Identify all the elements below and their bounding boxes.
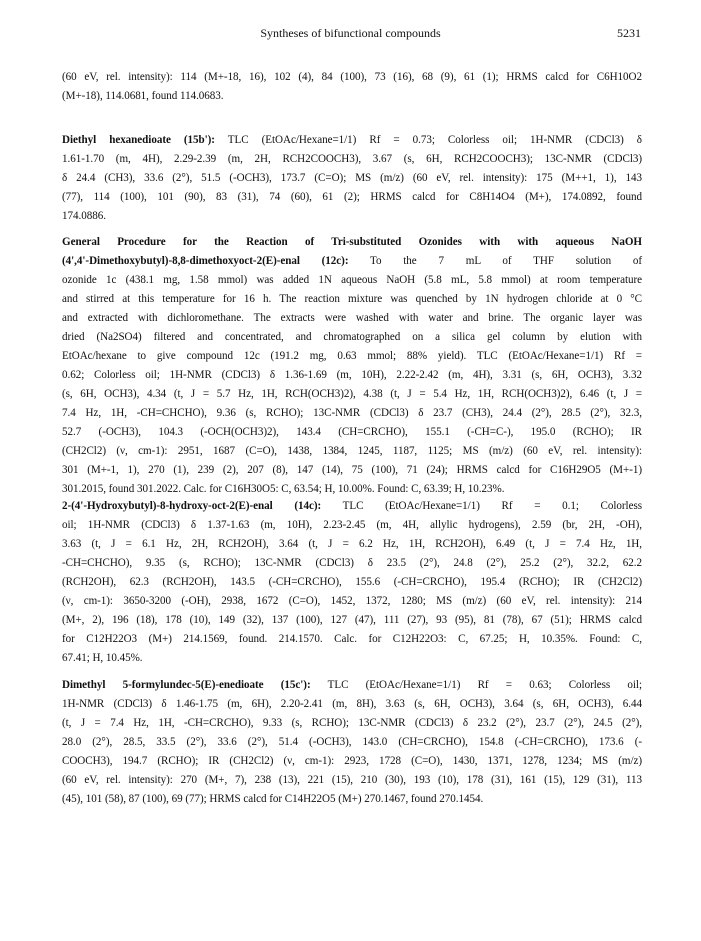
compound-title: Dimethyl 5-formylundec-5(E)-enedioate (15c'): bbox=[62, 679, 311, 691]
text-line: (77), 114 (100), 101 (90), 83 (31), 74 (60), 61 (2); HRMS calcd for C8H14O4 (M+), 174.0892, found bbox=[62, 191, 642, 203]
text-line: (ν, cm-1): 3650-3200 (-OH), 2938, 1672 (C=O), 1452, 1372, 1280; MS (m/z) (60 eV, rel. intensity): 214 bbox=[62, 595, 642, 607]
text-line: for C12H22O3 (M+) 214.1569, found. 214.1570. Calc. for C12H22O3: C, 67.25; H, 10.35%. Found: C, bbox=[62, 633, 642, 645]
text-line: 301 (M+-1, 1), 270 (1), 239 (2), 207 (8), 147 (14), 75 (100), 71 (24); HRMS calcd for C16H29O5 (M+-1) bbox=[62, 464, 642, 476]
text-line: (RCH2OH), 62.3 (RCH2OH), 143.5 (-CH=CRCHO), 155.6 (-CH=CRCHO), 195.4 (RCHO); IR (CH2Cl2) bbox=[62, 576, 642, 588]
text-line: ozonide 1c (438.1 mg, 1.58 mmol) was added 1N aqueous NaOH (5.8 mL, 5.8 mmol) at room temperature bbox=[62, 274, 642, 286]
text-line: 1.61-1.70 (m, 4H), 2.29-2.39 (m, 2H, RCH2COOCH3), 3.67 (s, 6H, RCH2COOCH3); 13C-NMR (CDCl3) bbox=[62, 153, 642, 165]
text-line: 2-(4'-Hydroxybutyl)-8-hydroxy-oct-2(E)-enal (14c): TLC (EtOAc/Hexane=1/1) Rf = 0.1; Colorless bbox=[62, 500, 642, 512]
text-line: (45), 101 (58), 87 (100), 69 (77); HRMS calcd for C14H22O5 (M+) 270.1467, found 270.1454. bbox=[62, 793, 484, 805]
text-line: -CH=CHCHO), 9.35 (s, RCHO); 13C-NMR (CDCl3) δ 23.5 (2°), 24.8 (2°), 25.2 (2°), 32.2, 62.2 bbox=[62, 557, 642, 569]
text-line: 301.2015, found 301.2022. Calc. for C16H30O5: C, 63.54; H, 10.00%. Found: C, 63.39; H, 10.23%. bbox=[62, 483, 505, 495]
text-line: 7.4 Hz, 1H, -CH=CHCHO), 9.36 (s, RCHO); 13C-NMR (CDCl3) δ 23.7 (CH3), 24.4 (2°), 28.5 (2°), 32.3, bbox=[62, 407, 642, 419]
text-line: dried (Na2SO4) filtered and concentrated, and chromatographed on a silica gel column by elution with bbox=[62, 331, 642, 343]
compound-title: Diethyl hexanedioate (15b'): bbox=[62, 134, 215, 146]
compound-title: 2-(4'-Hydroxybutyl)-8-hydroxy-oct-2(E)-enal (14c): bbox=[62, 500, 322, 512]
text-line: (t, J = 7.4 Hz, 1H, -CH=CRCHO), 9.33 (s, RCHO); 13C-NMR (CDCl3) δ 23.2 (2°), 23.7 (2°), 24.5 (2°), bbox=[62, 717, 642, 729]
text-line: (M+-18), 114.0681, found 114.0683. bbox=[62, 90, 224, 102]
text-line: 174.0886. bbox=[62, 210, 106, 222]
paragraph-compound-15c bbox=[62, 676, 642, 809]
text-line: General Procedure for the Reaction of Tri-substituted Ozonides with with aqueous NaOH bbox=[62, 236, 642, 248]
text-line: (4',4'-Dimethoxybutyl)-8,8-dimethoxyoct-2(E)-enal (12c): To the 7 mL of THF solution of bbox=[62, 255, 642, 267]
text-line: oil; 1H-NMR (CDCl3) δ 1.37-1.63 (m, 10H), 2.23-2.45 (m, 4H, allylic hydrogens), 2.59 (br, 2H, -OH), bbox=[62, 519, 642, 531]
paragraph-ms-continuation bbox=[62, 68, 642, 106]
text-line: 28.0 (2°), 28.5, 33.5 (2°), 33.6 (2°), 51.4 (-OCH3), 143.0 (CH=CRCHO), 154.8 (-CH=CRCHO), 173.6 (- bbox=[62, 736, 642, 748]
text-line: 67.41; H, 10.45%. bbox=[62, 652, 143, 664]
text-line: and extracted with dichloromethane. The extracts were washed with water and brine. The organic layer was bbox=[62, 312, 642, 324]
text-line: 3.63 (t, J = 6.1 Hz, 2H, RCH2OH), 3.64 (t, J = 6.2 Hz, 1H, RCH2OH), 6.49 (t, J = 7.4 Hz, 1H, bbox=[62, 538, 642, 550]
text-line: COOCH3), 194.7 (RCHO); IR (CH2Cl2) (ν, cm-1): 2923, 1728 (C=O), 1430, 1371, 1278, 1234; MS (m/z) bbox=[62, 755, 642, 767]
text-line: Dimethyl 5-formylundec-5(E)-enedioate (15c'): TLC (EtOAc/Hexane=1/1) Rf = 0.63; Colorless oil; bbox=[62, 679, 642, 691]
text-line: (CH2Cl2) (ν, cm-1): 2951, 1687 (C=O), 1438, 1384, 1245, 1187, 1125; MS (m/z) (60 eV, rel. intensity): bbox=[62, 445, 642, 457]
text-line: (60 eV, rel. intensity): 114 (M+-18, 16), 102 (4), 84 (100), 73 (16), 68 (9), 61 (1); HRMS calcd for C6H10O2 bbox=[62, 71, 642, 83]
running-header bbox=[0, 26, 701, 42]
text-line: 52.7 (-OCH3), 104.3 (-OCH(OCH3)2), 143.4 (CH=CRCHO), 155.1 (-CH=C-), 195.0 (RCHO); IR bbox=[62, 426, 642, 438]
text-line: Diethyl hexanedioate (15b'): TLC (EtOAc/Hexane=1/1) Rf = 0.73; Colorless oil; 1H-NMR (CDCl3) δ bbox=[62, 134, 642, 146]
text-line: 0.62; Colorless oil; 1H-NMR (CDCl3) δ 1.36-1.69 (m, 10H), 2.22-2.42 (m, 4H), 3.31 (s, 6H, OCH3), 3.32 bbox=[62, 369, 642, 381]
paragraph-compound-14c bbox=[62, 497, 642, 668]
paragraph-general-procedure bbox=[62, 233, 642, 499]
text-line: 1H-NMR (CDCl3) δ 1.46-1.75 (m, 6H), 2.20-2.41 (m, 8H), 3.63 (s, 6H, OCH3), 3.64 (s, 6H, OCH3), 6.44 bbox=[62, 698, 642, 710]
text-line: and stirred at this temperature for 16 h. The reaction mixture was quenched by 1N hydrogen chloride at 0 °C bbox=[62, 293, 642, 305]
text-line: EtOAc/hexane to give compound 12c (191.2 mg, 0.63 mmol; 88% yield). TLC (EtOAc/Hexane=1/1) Rf = bbox=[62, 350, 642, 362]
compound-title: (4',4'-Dimethoxybutyl)-8,8-dimethoxyoct-2(E)-enal (12c): bbox=[62, 255, 349, 267]
paragraph-diethyl-hexanedioate bbox=[62, 131, 642, 226]
text-line: (s, 6H, OCH3), 4.34 (t, J = 5.7 Hz, 1H, RCH(OCH3)2), 4.38 (t, J = 5.4 Hz, 1H, RCH(OCH3)2), 6.46 (t, J = bbox=[62, 388, 642, 400]
text-line: (60 eV, rel. intensity): 270 (M+, 7), 238 (13), 221 (15), 210 (30), 193 (10), 178 (31), 161 (15), 129 (31), 113 bbox=[62, 774, 642, 786]
text-line: δ 24.4 (CH3), 33.6 (2°), 51.5 (-OCH3), 173.7 (C=O); MS (m/z) (60 eV, rel. intensity): 175 (M++1, 1), 143 bbox=[62, 172, 642, 184]
page-number: 5231 bbox=[617, 26, 641, 40]
text-line: (M+, 2), 196 (18), 178 (10), 149 (32), 137 (100), 127 (47), 111 (27), 93 (95), 81 (78), 67 (51); HRMS calcd bbox=[62, 614, 642, 626]
running-title: Syntheses of bifunctional compounds bbox=[260, 26, 441, 40]
